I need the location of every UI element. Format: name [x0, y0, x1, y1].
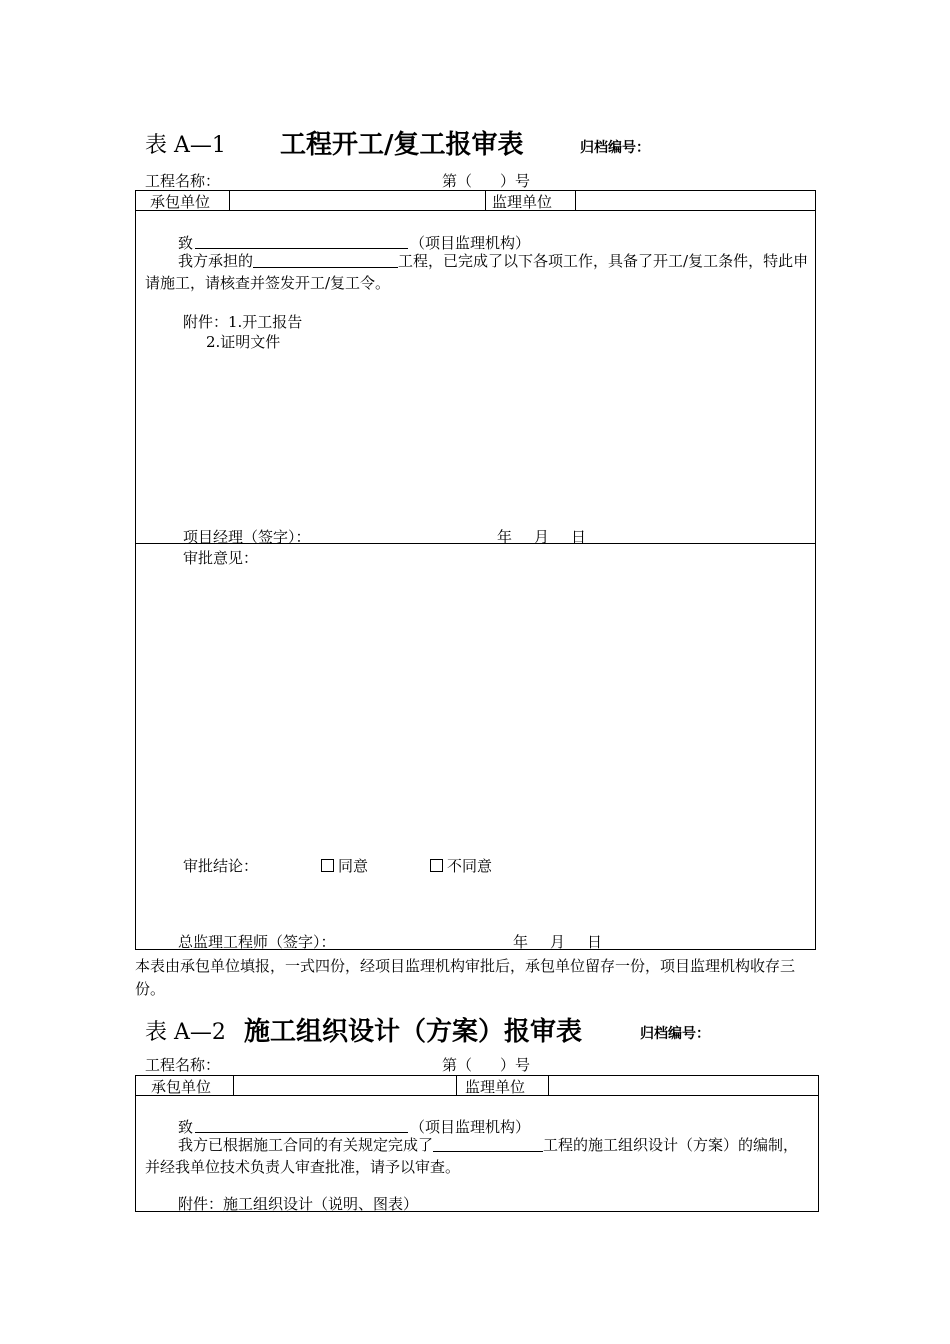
a2-contractor-label: 承包单位	[151, 1078, 212, 1096]
a2-body-prefix: 我方已根据施工合同的有关规定完成了	[178, 1136, 434, 1154]
a1-contractor-label: 承包单位	[150, 193, 211, 211]
a1-archive-label: 归档编号：	[580, 140, 650, 156]
a2-contractor-input[interactable]	[236, 1076, 454, 1094]
a1-option-disagree-label: 不同意	[447, 857, 493, 875]
a2-body-blank[interactable]	[433, 1136, 543, 1152]
a1-number-prefix: 第（	[442, 172, 473, 190]
a2-attachment: 附件：施工组织设计（说明、图表）	[178, 1195, 419, 1213]
a1-attachment-1: 附件：1.开工报告	[183, 313, 303, 331]
a1-to-blank[interactable]	[195, 248, 408, 249]
a1-number-suffix: ）号	[500, 172, 531, 190]
a2-number-prefix: 第（	[442, 1056, 473, 1074]
a1-to-suffix: （项目监理机构）	[410, 234, 531, 252]
a2-project-name-label: 工程名称：	[145, 1056, 221, 1074]
a2-to-suffix: （项目监理机构）	[410, 1118, 531, 1136]
a1-body-prefix: 我方承担的	[178, 252, 254, 270]
a2-body-rest: 工程的施工组织设计（方案）的编制，并经我单位技术负责人审查批准，请予以审查。	[145, 1136, 799, 1176]
a1-supervisor-input[interactable]	[578, 191, 813, 209]
a1-pm-date-year: 年	[497, 528, 513, 546]
a1-chief-date[interactable]	[513, 931, 602, 952]
a1-attachment-2: 2.证明文件	[206, 333, 281, 351]
a1-pm-date[interactable]	[497, 526, 586, 547]
a2-table-number: 表 A—2	[145, 1020, 226, 1045]
a1-body-blank[interactable]	[253, 252, 398, 268]
a2-number-field[interactable]	[442, 1054, 530, 1075]
a1-chief-date-year: 年	[513, 933, 529, 951]
a1-contractor-input[interactable]	[232, 191, 482, 209]
a1-option-agree-label: 同意	[338, 857, 369, 875]
a1-approval-conclusion-label: 审批结论：	[183, 857, 259, 875]
a1-chief-sign-label: 总监理工程师（签字）：	[178, 933, 336, 951]
a2-number-suffix: ）号	[500, 1056, 531, 1074]
checkbox-icon[interactable]	[321, 859, 334, 872]
a1-supervisor-label: 监理单位	[492, 193, 553, 211]
a1-table-number: 表 A—1	[145, 133, 226, 158]
a1-project-name-label: 工程名称：	[145, 172, 221, 190]
a2-form-title: 施工组织设计（方案）报审表	[244, 1017, 583, 1047]
a1-number-field[interactable]	[442, 170, 530, 191]
checkbox-icon[interactable]	[430, 859, 443, 872]
a1-chief-date-month: 月	[550, 933, 566, 951]
a1-pm-date-day: 日	[571, 528, 587, 546]
a2-supervisor-label: 监理单位	[465, 1078, 526, 1096]
a2-to-blank[interactable]	[195, 1132, 408, 1133]
a1-chief-date-day: 日	[587, 933, 603, 951]
a2-to-prefix: 致	[178, 1118, 194, 1136]
a2-archive-label: 归档编号：	[640, 1026, 710, 1042]
a1-approval-opinion-label: 审批意见：	[183, 549, 259, 567]
a1-option-disagree[interactable]	[430, 855, 492, 876]
a1-pm-date-month: 月	[534, 528, 550, 546]
a1-body-rest: 工程，已完成了以下各项工作，具备了开工/复工条件，特此申请施工，请核查并签发开工/复工令。	[145, 252, 809, 292]
a1-pm-sign-label: 项目经理（签字）：	[183, 528, 311, 546]
a1-to-prefix: 致	[178, 234, 194, 252]
a1-footnote: 本表由承包单位填报，一式四份，经项目监理机构审批后，承包单位留存一份，项目监理机构收存三份。	[135, 957, 796, 998]
a2-supervisor-input[interactable]	[551, 1076, 816, 1094]
a1-form-title: 工程开工/复工报审表	[280, 130, 524, 160]
a1-option-agree[interactable]	[321, 855, 368, 876]
